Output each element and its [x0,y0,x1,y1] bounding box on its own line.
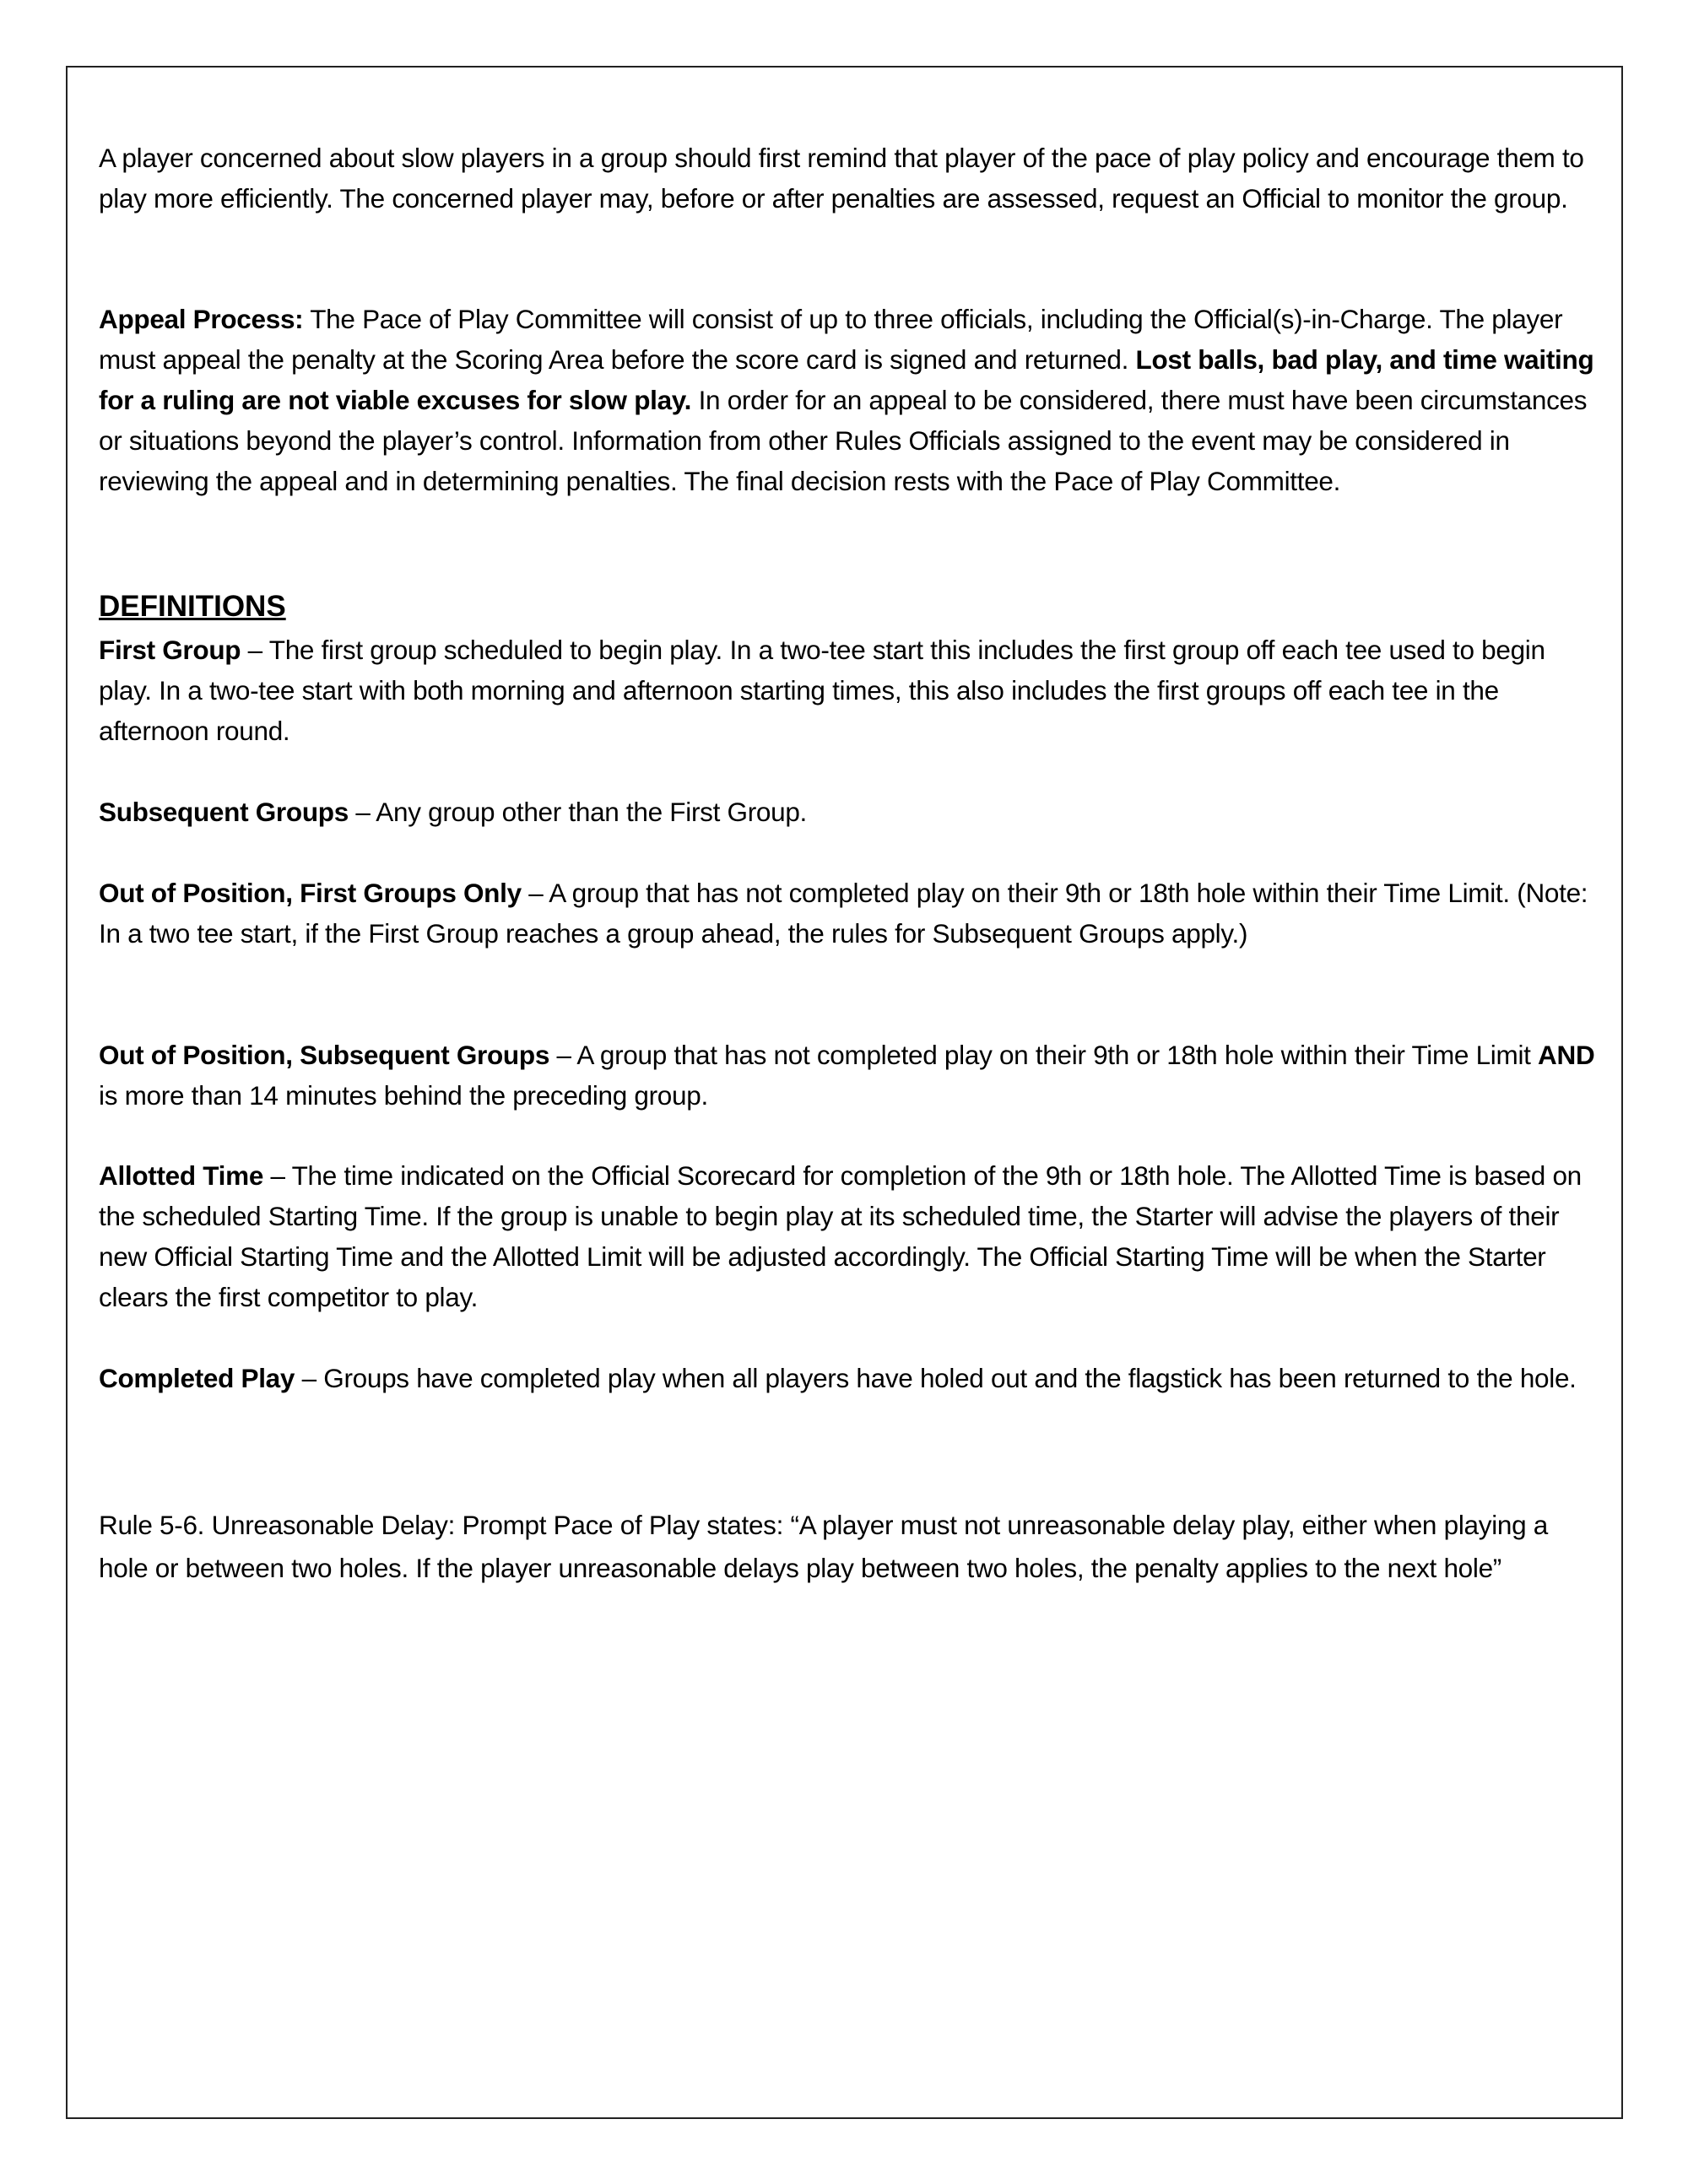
definition-term: Completed Play [99,1363,295,1393]
definition-text-continued: is more than 14 minutes behind the preceding group. [99,1080,708,1111]
definition-term: Out of Position, First Groups Only [99,878,522,908]
definition-completed-play [99,1358,1601,1398]
appeal-process-paragraph [99,299,1601,501]
definition-term: First Group [99,635,241,665]
definition-subsequent-groups [99,792,1601,832]
definition-allotted-time [99,1155,1601,1317]
appeal-bold-note: Lost balls, bad play, and time waiting for a ruling are not viable excuses for slow play. [99,344,1594,415]
definition-text: – The first group scheduled to begin play. In a two-tee start this includes the first group off each tee used to begin play. In a two-tee start with both morning and afternoon starting times, this also includes the first groups off each tee in the afternoon round. [99,635,1545,746]
definition-text: – A group that has not completed play on their 9th or 18th hole within their Time Limit. (Note: In a two tee start, if the First Group reaches a group ahead, the rules for Subsequent Groups apply.) [99,878,1588,949]
appeal-label: Appeal Process: [99,304,304,334]
appeal-text-continued: In order for an appeal to be considered, there must have been circumstances or situations beyond the player’s control. Information from other Rules Officials assigned to the event may be considered in reviewing the appeal and in determining penalties. The final decision rests with the Pace of Play Committee. [99,385,1588,496]
definition-out-of-position-first [99,873,1601,954]
definition-term: Subsequent Groups [99,797,349,827]
definition-text: – A group that has not completed play on their 9th or 18th hole within their Time Limit [549,1040,1539,1070]
rule-5-6-paragraph: Rule 5-6. Unreasonable Delay: Prompt Pace of Play states: “A player must not unreasonable delay play, either when playing a hole or between two holes. If the player unreasonable delays play between two holes, the penalty applies to the next hole” [99,1510,1548,1583]
definition-out-of-position-subsequent [99,1035,1601,1116]
definition-emphasis: AND [1538,1040,1595,1070]
definitions-heading: DEFINITIONS [99,590,286,623]
definition-text: – Groups have completed play when all players have holed out and the flagstick has been returned to the hole. [295,1363,1577,1393]
definition-first-group [99,630,1601,751]
definition-text: – The time indicated on the Official Scorecard for completion of the 9th or 18th hole. The Allotted Time is based on the scheduled Starting Time. If the group is unable to begin play at its scheduled time, the Starter will advise the players of their new Official Starting Time and the Allotted Limit will be adjusted accordingly. The Official Starting Time will be when the Starter clears the first competitor to play. [99,1160,1582,1312]
definition-text: – Any group other than the First Group. [348,797,807,827]
definition-term: Out of Position, Subsequent Groups [99,1040,550,1070]
definition-term: Allotted Time [99,1160,264,1191]
appeal-text: The Pace of Play Committee will consist of up to three officials, including the Official(s)-in-Charge. The player must appeal the penalty at the Scoring Area before the score card is signed and returned. [99,304,1563,375]
intro-paragraph: A player concerned about slow players in a group should first remind that player of the pace of play policy and encourage them to play more efficiently. The concerned player may, before or after penalties are assessed, request an Official to monitor the group. [99,143,1584,214]
